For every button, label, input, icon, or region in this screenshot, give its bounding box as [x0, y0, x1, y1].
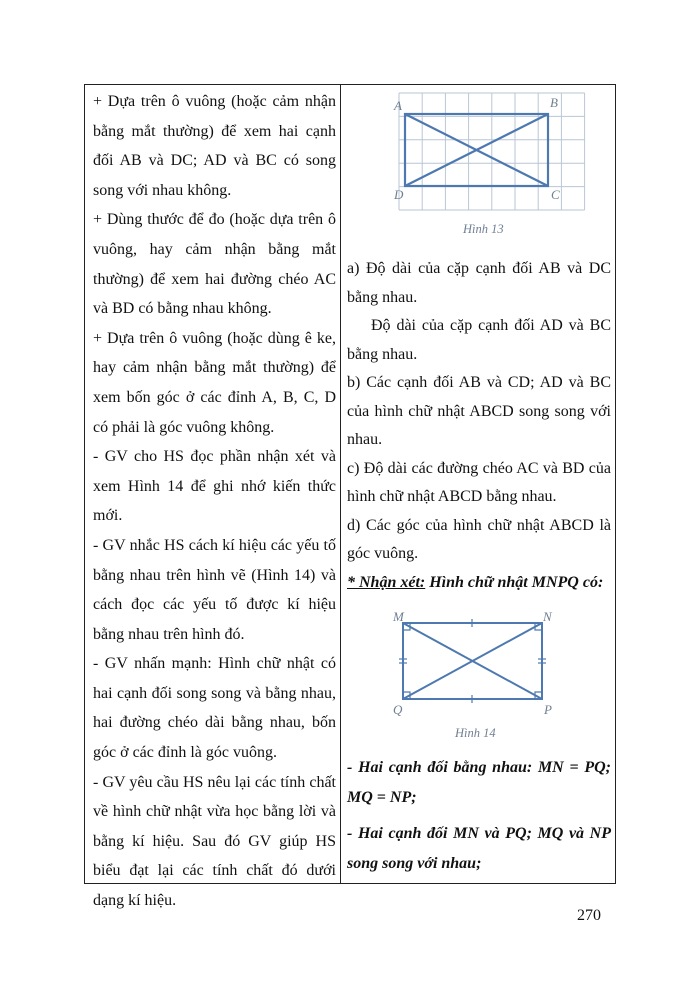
vertex-label-m: M — [393, 609, 404, 624]
vertex-label-n: N — [543, 609, 552, 624]
column-divider — [340, 85, 341, 883]
activity-item: + Dùng thước để đo (hoặc dựa trên ô vuông, hay cảm nhận bằng mắt thường) để xem hai đường chéo AC và BD có bằng nhau không. — [93, 211, 336, 318]
answer-a2: Độ dài của cặp cạnh đối AD và BC bằng nhau. — [347, 317, 611, 363]
activity-item: - GV yêu cầu HS nêu lại các tính chất về hình chữ nhật vừa học bằng lời và bằng kí hiệu. Sau đó GV giúp HS biểu đạt lại các tính chất đó dưới dạng kí hiệu. — [93, 773, 336, 910]
answer-d: d) Các góc của hình chữ nhật ABCD là góc vuông. — [347, 516, 611, 562]
vertex-label-b: B — [550, 95, 558, 110]
properties-block — [347, 753, 611, 879]
note-text: Hình chữ nhật MNPQ có: — [425, 573, 604, 591]
activity-item: - GV nhắc HS cách kí hiệu các yếu tố bằng nhau trên hình vẽ (Hình 14) và cách đọc các yếu tố được kí hiệu bằng nhau trên hình đó. — [93, 536, 336, 643]
vertex-label-p: P — [544, 702, 552, 717]
teacher-activities-column — [93, 87, 336, 916]
answer-c: c) Độ dài các đường chéo AC và BD của hình chữ nhật ABCD bằng nhau. — [347, 459, 611, 505]
activity-item: + Dựa trên ô vuông (hoặc dùng ê ke, hay cảm nhận bằng mắt thường) để xem bốn góc ở các đỉnh A, B, C, D có phải là góc vuông không. — [93, 329, 336, 436]
figure-14-caption: Hình 14 — [455, 726, 496, 740]
lesson-table — [84, 84, 616, 910]
note-label: * Nhận xét: — [347, 573, 426, 591]
figure-13-caption: Hình 13 — [463, 222, 504, 236]
figure-14 — [347, 607, 611, 747]
page-number: 270 — [577, 907, 601, 924]
figure-13 — [347, 85, 611, 255]
activity-item: - GV cho HS đọc phần nhận xét và xem Hình 14 để ghi nhớ kiến thức mới. — [93, 448, 336, 525]
note-heading — [347, 569, 611, 598]
vertex-label-c: C — [551, 187, 560, 202]
activity-item: - GV nhấn mạnh: Hình chữ nhật có hai cạnh đối song song và bằng nhau, hai đường chéo dài bằng nhau, bốn góc ở các đỉnh là góc vuông. — [93, 655, 336, 762]
activity-item: + Dựa trên ô vuông (hoặc cảm nhận bằng mắt thường) để xem hai cạnh đối AB và DC; AD và BC có song song với nhau không. — [93, 93, 336, 199]
property-1: - Hai cạnh đối bằng nhau: MN = PQ; MQ = NP; — [347, 759, 611, 806]
answer-a1: a) Độ dài của cặp cạnh đối AB và DC bằng nhau. — [347, 260, 611, 306]
vertex-label-d: D — [394, 187, 404, 202]
answers-block — [347, 255, 611, 597]
answer-b: b) Các cạnh đối AB và CD; AD và BC của hình chữ nhật ABCD song song với nhau. — [347, 374, 611, 448]
property-2: - Hai cạnh đối MN và PQ; MQ và NP song song với nhau; — [347, 825, 611, 872]
vertex-label-a: A — [394, 98, 402, 113]
vertex-label-q: Q — [393, 702, 403, 717]
